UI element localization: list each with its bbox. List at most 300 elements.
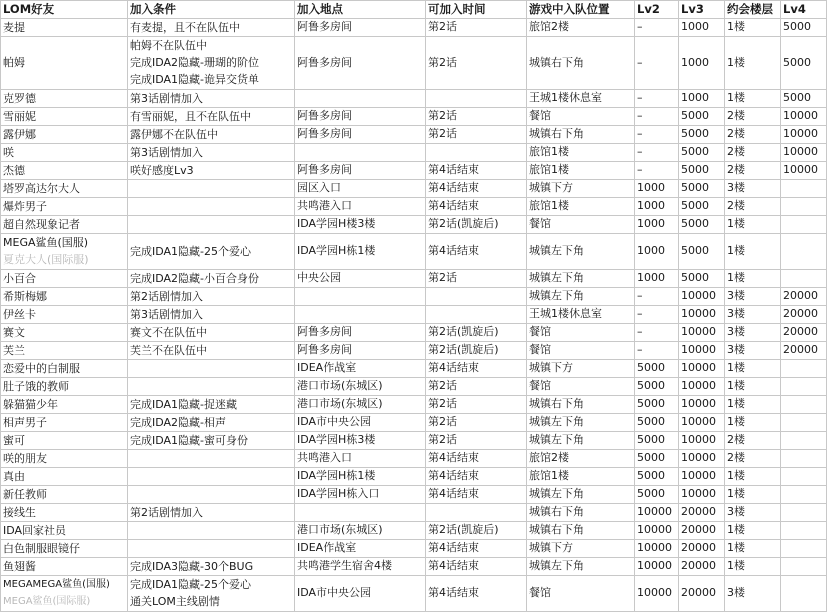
join-condition-line: 芙兰不在队伍中: [130, 343, 207, 357]
friend-name-cell: [1, 503, 128, 521]
friend-name-line: 塔罗高达尔大人: [3, 181, 80, 195]
friend-name-line: 咲: [3, 145, 14, 159]
date-floor-cell: 1楼: [725, 377, 781, 395]
friend-name-cell: [1, 377, 128, 395]
table-row: [1, 503, 827, 521]
join-time-cell: 第2话: [426, 377, 527, 395]
table-row: [1, 89, 827, 107]
table-row: [1, 377, 827, 395]
lv2-value-cell: 5000: [635, 395, 679, 413]
join-place-cell: 园区入口: [295, 179, 426, 197]
join-place-cell: [295, 287, 426, 305]
lv3-value-cell: 5000: [679, 215, 725, 233]
join-place-cell: 共鸣港学生宿舍4楼: [295, 557, 426, 575]
join-place-cell: IDA学园H楼3楼: [295, 215, 426, 233]
join-time-cell: 第4话结束: [426, 359, 527, 377]
date-floor-cell: 2楼: [725, 161, 781, 179]
lv4-value-cell: 20000: [781, 341, 827, 359]
join-condition-cell: [128, 467, 295, 485]
join-time-cell: 第2话(凯旋后): [426, 341, 527, 359]
lv4-value-cell: [781, 179, 827, 197]
date-floor-cell: 1楼: [725, 215, 781, 233]
lv2-value-cell: 1000: [635, 197, 679, 215]
join-condition-line: 第3话剧情加入: [130, 145, 203, 159]
party-position-cell: 城镇右下角: [527, 395, 635, 413]
join-place-cell: [295, 143, 426, 161]
join-condition-cell: [128, 521, 295, 539]
lv4-value-cell: 20000: [781, 305, 827, 323]
friend-name-cell: [1, 36, 128, 89]
join-place-cell: 共鸣港入口: [295, 449, 426, 467]
lv3-value-cell: 10000: [679, 359, 725, 377]
friend-name-line: 恋爱中的白制服: [3, 361, 80, 375]
party-position-cell: 城镇左下角: [527, 485, 635, 503]
lv4-value-cell: [781, 395, 827, 413]
lv2-value-cell: –: [635, 161, 679, 179]
date-floor-cell: 1楼: [725, 359, 781, 377]
join-time-cell: 第4话结束: [426, 539, 527, 557]
table-row: [1, 197, 827, 215]
col-header-lv2: Lv2: [635, 1, 679, 19]
party-position-cell: 餐馆: [527, 323, 635, 341]
join-condition-line: 完成IDA2隐藏-小百合身份: [130, 271, 260, 285]
table-row: [1, 575, 827, 611]
table-row: [1, 557, 827, 575]
date-floor-cell: 1楼: [725, 485, 781, 503]
join-place-cell: 港口市场(东城区): [295, 377, 426, 395]
lv4-value-cell: 10000: [781, 161, 827, 179]
friend-name-cell: [1, 539, 128, 557]
friend-name-line: 小百合: [3, 271, 36, 285]
date-floor-cell: 2楼: [725, 449, 781, 467]
table-row: [1, 107, 827, 125]
party-position-cell: 城镇左下角: [527, 233, 635, 269]
header-row: [1, 1, 827, 19]
party-position-cell: 城镇下方: [527, 539, 635, 557]
friend-name-line: 接线生: [3, 505, 36, 519]
join-place-cell: IDEA作战室: [295, 539, 426, 557]
date-floor-cell: 1楼: [725, 539, 781, 557]
lv4-value-cell: [781, 269, 827, 287]
lv4-value-cell: 10000: [781, 143, 827, 161]
date-floor-cell: 2楼: [725, 125, 781, 143]
join-condition-line: 赛文不在队伍中: [130, 325, 207, 339]
lv2-value-cell: 5000: [635, 431, 679, 449]
lv2-value-cell: 10000: [635, 521, 679, 539]
join-place-cell: IDA学园H栋1楼: [295, 233, 426, 269]
friend-name-cell: [1, 89, 128, 107]
lv2-value-cell: 10000: [635, 557, 679, 575]
join-place-cell: [295, 503, 426, 521]
table-row: [1, 269, 827, 287]
lv4-value-cell: [781, 233, 827, 269]
table-row: [1, 539, 827, 557]
lv2-value-cell: –: [635, 287, 679, 305]
date-floor-cell: 3楼: [725, 287, 781, 305]
join-condition-line: 露伊娜不在队伍中: [130, 127, 218, 141]
date-floor-cell: 2楼: [725, 107, 781, 125]
join-condition-cell: [128, 233, 295, 269]
join-time-cell: 第2话(凯旋后): [426, 323, 527, 341]
friend-name-line: 伊丝卡: [3, 307, 36, 321]
table-body: [1, 18, 827, 611]
date-floor-cell: 2楼: [725, 431, 781, 449]
join-place-cell: [295, 305, 426, 323]
date-floor-cell: 3楼: [725, 575, 781, 611]
join-condition-line: 完成IDA1隐藏-25个爱心: [130, 244, 252, 258]
join-time-cell: 第2话: [426, 125, 527, 143]
join-time-cell: 第4话结束: [426, 467, 527, 485]
lv2-value-cell: 5000: [635, 449, 679, 467]
table-row: [1, 521, 827, 539]
join-time-cell: 第2话: [426, 107, 527, 125]
join-time-cell: 第4话结束: [426, 449, 527, 467]
party-position-cell: 旅馆1楼: [527, 143, 635, 161]
party-position-cell: 城镇左下角: [527, 269, 635, 287]
table-row: [1, 467, 827, 485]
lv4-value-cell: 5000: [781, 18, 827, 36]
lv3-value-cell: 5000: [679, 161, 725, 179]
table-row: [1, 233, 827, 269]
lv2-value-cell: 5000: [635, 413, 679, 431]
party-position-cell: 城镇下方: [527, 359, 635, 377]
join-condition-cell: [128, 143, 295, 161]
lv3-value-cell: 5000: [679, 107, 725, 125]
party-position-cell: 城镇右下角: [527, 125, 635, 143]
join-condition-line: 帕姆不在队伍中: [130, 39, 207, 53]
join-time-cell: [426, 287, 527, 305]
join-condition-line: 有雪丽妮，且不在队伍中: [130, 109, 251, 123]
join-condition-cell: [128, 359, 295, 377]
join-condition-cell: [128, 575, 295, 611]
lv3-value-cell: 10000: [679, 377, 725, 395]
date-floor-cell: 1楼: [725, 467, 781, 485]
table-row: [1, 485, 827, 503]
lv3-value-cell: 10000: [679, 485, 725, 503]
friend-name-cell: [1, 269, 128, 287]
join-condition-cell: [128, 125, 295, 143]
join-condition-cell: [128, 269, 295, 287]
join-condition-cell: [128, 341, 295, 359]
table-row: [1, 36, 827, 89]
join-condition-cell: [128, 18, 295, 36]
col-header-lv4: Lv4: [781, 1, 827, 19]
join-time-cell: 第2话(凯旋后): [426, 521, 527, 539]
friend-name-cell: [1, 359, 128, 377]
join-time-cell: 第2话: [426, 395, 527, 413]
join-time-cell: 第2话: [426, 413, 527, 431]
friend-name-line: 夏克大人(国际服): [3, 253, 89, 267]
friend-name-line: 真由: [3, 469, 25, 483]
lv4-value-cell: [781, 215, 827, 233]
lv3-value-cell: 10000: [679, 323, 725, 341]
col-header-condition: 加入条件: [128, 1, 295, 19]
friend-name-cell: [1, 179, 128, 197]
date-floor-cell: 1楼: [725, 395, 781, 413]
lv4-value-cell: [781, 359, 827, 377]
date-floor-cell: 1楼: [725, 36, 781, 89]
party-position-cell: 旅馆1楼: [527, 467, 635, 485]
lv2-value-cell: 1000: [635, 179, 679, 197]
friend-name-line: 雪丽妮: [3, 109, 36, 123]
join-time-cell: 第4话结束: [426, 179, 527, 197]
join-place-cell: 中央公园: [295, 269, 426, 287]
join-condition-cell: [128, 161, 295, 179]
date-floor-cell: 1楼: [725, 413, 781, 431]
party-position-cell: 餐馆: [527, 107, 635, 125]
join-condition-line: 完成IDA2隐藏-相声: [130, 415, 227, 429]
join-place-cell: 阿鲁多房间: [295, 125, 426, 143]
friend-name-cell: [1, 557, 128, 575]
join-condition-cell: [128, 485, 295, 503]
lv3-value-cell: 5000: [679, 143, 725, 161]
friend-name-line: MEGA鲨鱼(国际服): [3, 596, 91, 608]
join-condition-cell: [128, 323, 295, 341]
friend-name-cell: [1, 287, 128, 305]
lv2-value-cell: –: [635, 143, 679, 161]
lv2-value-cell: –: [635, 323, 679, 341]
lv3-value-cell: 5000: [679, 179, 725, 197]
join-time-cell: 第2话: [426, 269, 527, 287]
party-position-cell: 城镇右下角: [527, 521, 635, 539]
join-condition-cell: [128, 377, 295, 395]
friend-name-cell: [1, 197, 128, 215]
date-floor-cell: 1楼: [725, 18, 781, 36]
lv2-value-cell: –: [635, 125, 679, 143]
col-header-floor: 约会楼层: [725, 1, 781, 19]
join-condition-cell: [128, 431, 295, 449]
table-row: [1, 449, 827, 467]
lv2-value-cell: 5000: [635, 485, 679, 503]
friend-name-cell: [1, 575, 128, 611]
join-time-cell: [426, 503, 527, 521]
table-row: [1, 143, 827, 161]
lv2-value-cell: 10000: [635, 539, 679, 557]
lv4-value-cell: [781, 431, 827, 449]
friend-name-line: 新任教师: [3, 487, 47, 501]
join-time-cell: 第4话结束: [426, 485, 527, 503]
join-condition-line: 完成IDA2隐藏-珊瑚的阶位: [130, 56, 260, 70]
join-place-cell: 阿鲁多房间: [295, 323, 426, 341]
date-floor-cell: 1楼: [725, 89, 781, 107]
friend-name-cell: [1, 341, 128, 359]
friend-name-line: 超自然现象记者: [3, 217, 80, 231]
date-floor-cell: 1楼: [725, 521, 781, 539]
join-time-cell: [426, 305, 527, 323]
friend-name-line: 肚子饿的教师: [3, 379, 69, 393]
join-place-cell: 共鸣港入口: [295, 197, 426, 215]
join-time-cell: 第2话: [426, 18, 527, 36]
party-position-cell: 城镇右下角: [527, 36, 635, 89]
date-floor-cell: 1楼: [725, 557, 781, 575]
lv3-value-cell: 10000: [679, 467, 725, 485]
lv3-value-cell: 5000: [679, 125, 725, 143]
party-position-cell: 城镇左下角: [527, 431, 635, 449]
friend-name-cell: [1, 125, 128, 143]
lv3-value-cell: 10000: [679, 431, 725, 449]
party-position-cell: 王城1楼休息室: [527, 305, 635, 323]
table-row: [1, 287, 827, 305]
friend-name-line: MEGAMEGA鲨鱼(国服): [3, 579, 110, 591]
join-place-cell: 阿鲁多房间: [295, 161, 426, 179]
join-place-cell: IDEA作战室: [295, 359, 426, 377]
friend-name-cell: [1, 449, 128, 467]
join-place-cell: 阿鲁多房间: [295, 18, 426, 36]
friend-name-line: 芙兰: [3, 343, 25, 357]
date-floor-cell: 2楼: [725, 143, 781, 161]
join-condition-line: 完成IDA1隐藏-诡异交货单: [130, 73, 260, 87]
lv4-value-cell: [781, 575, 827, 611]
join-condition-cell: [128, 197, 295, 215]
col-header-time: 可加入时间: [426, 1, 527, 19]
join-condition-cell: [128, 287, 295, 305]
friend-name-line: 赛文: [3, 325, 25, 339]
join-place-cell: 阿鲁多房间: [295, 107, 426, 125]
join-time-cell: 第4话结束: [426, 197, 527, 215]
join-condition-line: 第3话剧情加入: [130, 91, 203, 105]
date-floor-cell: 1楼: [725, 233, 781, 269]
lv3-value-cell: 20000: [679, 557, 725, 575]
join-time-cell: 第4话结束: [426, 557, 527, 575]
table-row: [1, 431, 827, 449]
friend-name-line: 帕姆: [3, 56, 25, 70]
friend-name-line: 咲的朋友: [3, 451, 47, 465]
join-condition-cell: [128, 305, 295, 323]
friend-name-cell: [1, 215, 128, 233]
party-position-cell: 城镇左下角: [527, 287, 635, 305]
lv2-value-cell: 5000: [635, 467, 679, 485]
party-position-cell: 城镇左下角: [527, 413, 635, 431]
lv3-value-cell: 20000: [679, 575, 725, 611]
lv2-value-cell: –: [635, 341, 679, 359]
lv2-value-cell: 10000: [635, 503, 679, 521]
table-row: [1, 341, 827, 359]
lv4-value-cell: [781, 557, 827, 575]
friend-name-cell: [1, 305, 128, 323]
date-floor-cell: 2楼: [725, 197, 781, 215]
friend-name-line: MEGA鲨鱼(国服): [3, 236, 89, 250]
join-place-cell: IDA学园H栋3楼: [295, 431, 426, 449]
party-position-cell: 王城1楼休息室: [527, 89, 635, 107]
friend-name-line: 鱼翅酱: [3, 559, 36, 573]
friend-name-line: 希斯梅娜: [3, 289, 47, 303]
join-condition-cell: [128, 107, 295, 125]
lv3-value-cell: 20000: [679, 539, 725, 557]
join-condition-cell: [128, 503, 295, 521]
table-row: [1, 179, 827, 197]
col-header-friend: LOM好友: [1, 1, 128, 19]
lv2-value-cell: 5000: [635, 377, 679, 395]
lv3-value-cell: 20000: [679, 521, 725, 539]
join-condition-line: 完成IDA1隐藏-25个爱心: [130, 578, 252, 592]
col-header-lv3: Lv3: [679, 1, 725, 19]
friend-name-cell: [1, 485, 128, 503]
lv2-value-cell: –: [635, 89, 679, 107]
party-position-cell: 餐馆: [527, 341, 635, 359]
lv3-value-cell: 10000: [679, 305, 725, 323]
lv4-value-cell: [781, 539, 827, 557]
friend-name-cell: [1, 18, 128, 36]
friend-name-line: 爆炸男子: [3, 199, 47, 213]
lv2-value-cell: –: [635, 36, 679, 89]
friend-name-cell: [1, 107, 128, 125]
join-condition-cell: [128, 413, 295, 431]
join-place-cell: 阿鲁多房间: [295, 36, 426, 89]
join-place-cell: 港口市场(东城区): [295, 395, 426, 413]
friend-name-line: 露伊娜: [3, 127, 36, 141]
join-condition-cell: [128, 539, 295, 557]
party-position-cell: 城镇右下角: [527, 503, 635, 521]
lv4-value-cell: [781, 467, 827, 485]
lv3-value-cell: 5000: [679, 269, 725, 287]
join-place-cell: 阿鲁多房间: [295, 341, 426, 359]
table-row: [1, 359, 827, 377]
table-row: [1, 125, 827, 143]
friend-name-line: 相声男子: [3, 415, 47, 429]
lv4-value-cell: 10000: [781, 125, 827, 143]
join-condition-line: 有麦提，且不在队伍中: [130, 20, 240, 34]
join-time-cell: 第4话结束: [426, 233, 527, 269]
friend-name-cell: [1, 161, 128, 179]
join-place-cell: IDA市中央公园: [295, 575, 426, 611]
join-place-cell: IDA市中央公园: [295, 413, 426, 431]
lv4-value-cell: [781, 503, 827, 521]
friend-name-cell: [1, 413, 128, 431]
join-time-cell: 第2话: [426, 431, 527, 449]
lv2-value-cell: –: [635, 18, 679, 36]
lv2-value-cell: –: [635, 305, 679, 323]
party-position-cell: 旅馆2楼: [527, 449, 635, 467]
lv3-value-cell: 10000: [679, 287, 725, 305]
table-row: [1, 161, 827, 179]
party-position-cell: 城镇左下角: [527, 557, 635, 575]
lv4-value-cell: [781, 449, 827, 467]
join-time-cell: [426, 143, 527, 161]
lv4-value-cell: 5000: [781, 89, 827, 107]
lv4-value-cell: [781, 197, 827, 215]
join-condition-line: 第2话剧情加入: [130, 289, 203, 303]
date-floor-cell: 1楼: [725, 269, 781, 287]
join-condition-cell: [128, 449, 295, 467]
join-time-cell: 第2话: [426, 36, 527, 89]
join-time-cell: 第4话结束: [426, 161, 527, 179]
lv4-value-cell: 10000: [781, 107, 827, 125]
join-condition-cell: [128, 89, 295, 107]
join-condition-cell: [128, 395, 295, 413]
friend-name-line: IDA回家社员: [3, 523, 67, 537]
date-floor-cell: 3楼: [725, 305, 781, 323]
lv3-value-cell: 10000: [679, 413, 725, 431]
friend-name-line: 白色制服眼镜仔: [3, 541, 80, 555]
join-time-cell: [426, 89, 527, 107]
date-floor-cell: 3楼: [725, 341, 781, 359]
friend-name-line: 躲猫猫少年: [3, 397, 58, 411]
lv3-value-cell: 1000: [679, 89, 725, 107]
party-position-cell: 旅馆1楼: [527, 161, 635, 179]
lv3-value-cell: 5000: [679, 233, 725, 269]
col-header-position: 游戏中入队位置: [527, 1, 635, 19]
lv3-value-cell: 20000: [679, 503, 725, 521]
join-condition-line: 通关LOM主线剧情: [130, 595, 220, 609]
lv2-value-cell: 1000: [635, 269, 679, 287]
join-condition-cell: [128, 215, 295, 233]
join-place-cell: IDA学园H栋1楼: [295, 467, 426, 485]
join-condition-line: 第3话剧情加入: [130, 307, 203, 321]
col-header-place: 加入地点: [295, 1, 426, 19]
lv2-value-cell: 1000: [635, 215, 679, 233]
party-position-cell: 城镇下方: [527, 179, 635, 197]
table-row: [1, 323, 827, 341]
